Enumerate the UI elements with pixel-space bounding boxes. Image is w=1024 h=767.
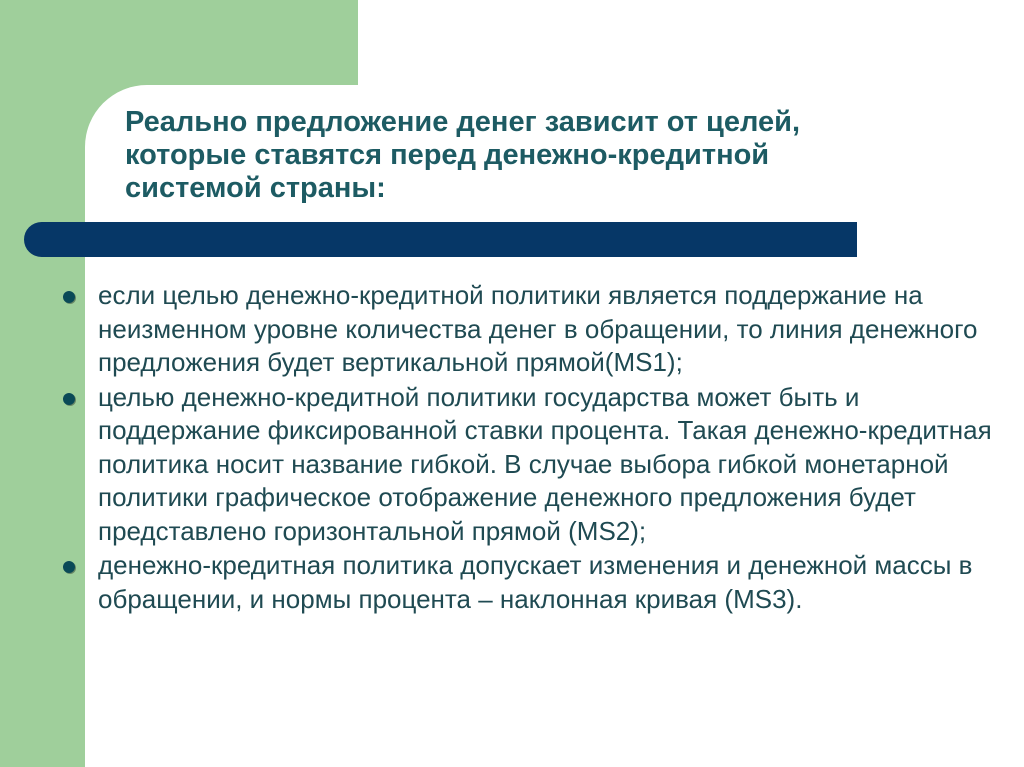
bullet-item-1 — [62, 279, 1007, 380]
bullet-item-2 — [62, 381, 1007, 549]
top-left-green-block — [0, 0, 358, 85]
top-white-block — [358, 0, 1024, 85]
bullet-text-2: целью денежно-кредитной политики государства может быть и поддержание фиксированной ставки процента. Такая денежно-кредитная политика носит название гибкой. В случае выбора гибкой монетарной политики графическое отображение денежного предложения будет представлено горизонтальной прямой (MS2); — [98, 381, 992, 546]
bullet-dot-icon — [63, 393, 75, 405]
bullet-dot-icon — [63, 291, 75, 303]
bullet-item-3 — [62, 549, 1007, 616]
title-divider-bar — [24, 222, 857, 257]
bullet-dot-icon — [63, 561, 75, 573]
bullet-text-3: денежно-кредитная политика допускает изменения и денежной массы в обращении, и нормы процента – наклонная кривая (MS3). — [98, 550, 973, 614]
bullet-text-1: если целью денежно-кредитной политики является поддержание на неизменном уровне количества денег в обращении, то линия денежного предложения будет вертикальной прямой(MS1); — [98, 280, 978, 377]
bullet-list — [62, 279, 1007, 617]
slide-title: Реально предложение денег зависит от целей, которые ставятся перед денежно-кредитной системой страны: — [125, 106, 801, 204]
